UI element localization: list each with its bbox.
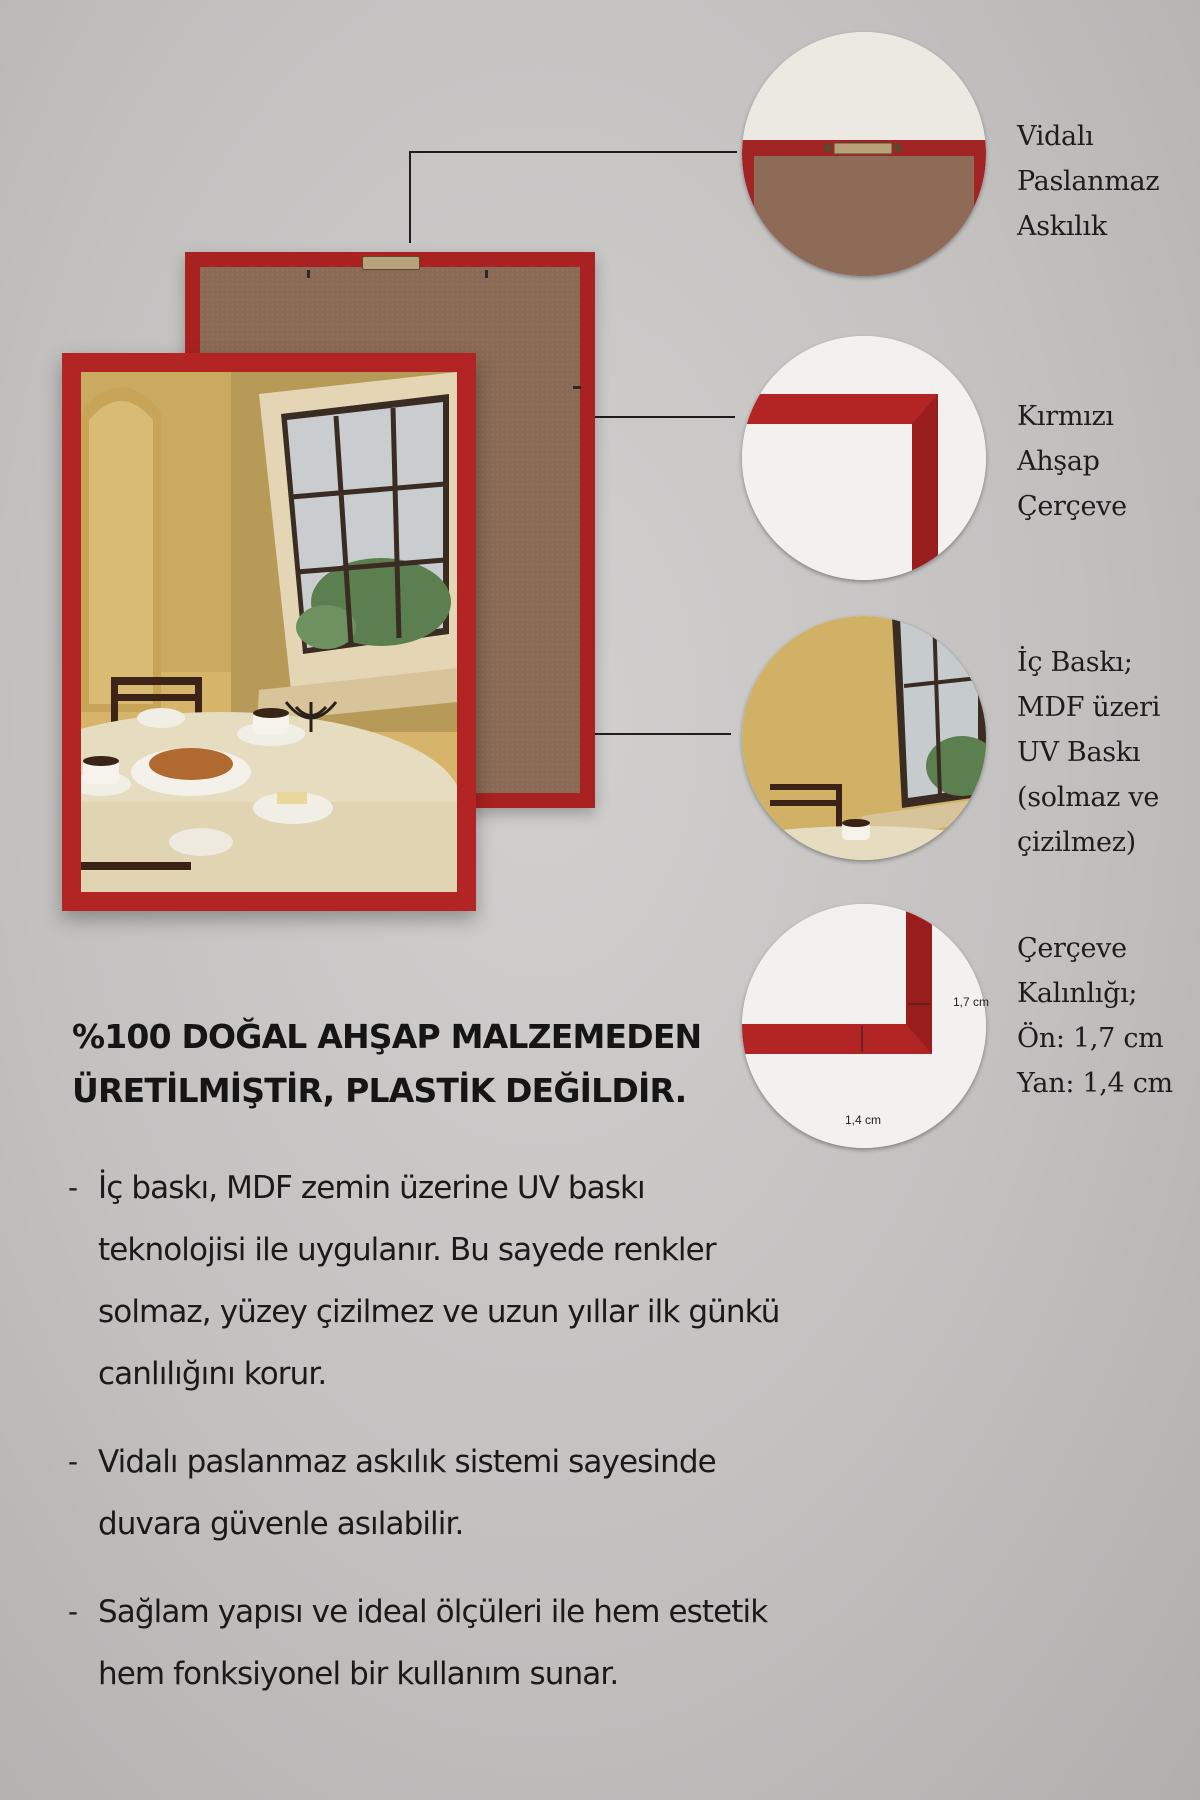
- thickness-detail-circle: [742, 904, 986, 1148]
- frame-corner-detail-icon: [742, 336, 986, 580]
- clip-icon: [485, 270, 488, 278]
- list-item: [64, 1157, 784, 1405]
- print-detail-icon: [742, 616, 986, 860]
- feature-label-frame: Kırmızı Ahşap Çerçeve: [1017, 401, 1127, 522]
- feature-bullet-list: [64, 1157, 784, 1731]
- bullet-text-hanger: Vidalı paslanmaz askılık sistemi sayesinde duvara güvenle asılabilir.: [98, 1444, 716, 1542]
- dash-icon: -: [68, 1171, 78, 1204]
- feature-label-thickness: Çerçeve Kalınlığı; Ön: 1,7 cm Yan: 1,4 cm: [1017, 933, 1173, 1099]
- feature-label-print: İç Baskı; MDF üzeri UV Baskı (solmaz ve çizilmez): [1017, 647, 1161, 858]
- frame-front-view: [62, 353, 476, 911]
- breakfast-window-painting: [81, 372, 457, 892]
- clip-icon: [307, 270, 310, 278]
- hanger-detail-circle: [742, 32, 986, 276]
- frame-corner-detail-circle: [742, 336, 986, 580]
- material-headline: %100 DOĞAL AHŞAP MALZEMEDEN ÜRETİLMİŞTİR, PLASTİK DEĞİLDİR.: [72, 1017, 702, 1110]
- dash-icon: -: [68, 1595, 78, 1628]
- clip-icon: [573, 386, 581, 389]
- side-thickness-label: 1,4 cm: [845, 1113, 882, 1127]
- print-detail-circle: [742, 616, 986, 860]
- bullet-text-print: İç baskı, MDF zemin üzerine UV baskı teknolojisi ile uygulanır. Bu sayede renkler solmaz, yüzey çizilmez ve uzun yıllar ilk günkü canlılığını korur.: [98, 1170, 780, 1392]
- connector-line-hanger-vertical: [409, 151, 411, 243]
- thickness-detail-icon: [742, 904, 986, 1148]
- hanger-detail-icon: [742, 32, 986, 276]
- hanger-icon: [362, 256, 420, 270]
- bullet-text-structure: Sağlam yapısı ve ideal ölçüleri ile hem estetik hem fonksiyonel bir kullanım sunar.: [98, 1594, 768, 1692]
- dash-icon: -: [68, 1445, 78, 1478]
- list-item: [64, 1431, 784, 1555]
- feature-label-hanger: Vidalı Paslanmaz Askılık: [1017, 121, 1160, 242]
- connector-line-hanger: [409, 151, 737, 153]
- front-thickness-label: 1,7 cm: [953, 995, 990, 1009]
- artwork-print: [81, 372, 457, 892]
- list-item: [64, 1581, 784, 1705]
